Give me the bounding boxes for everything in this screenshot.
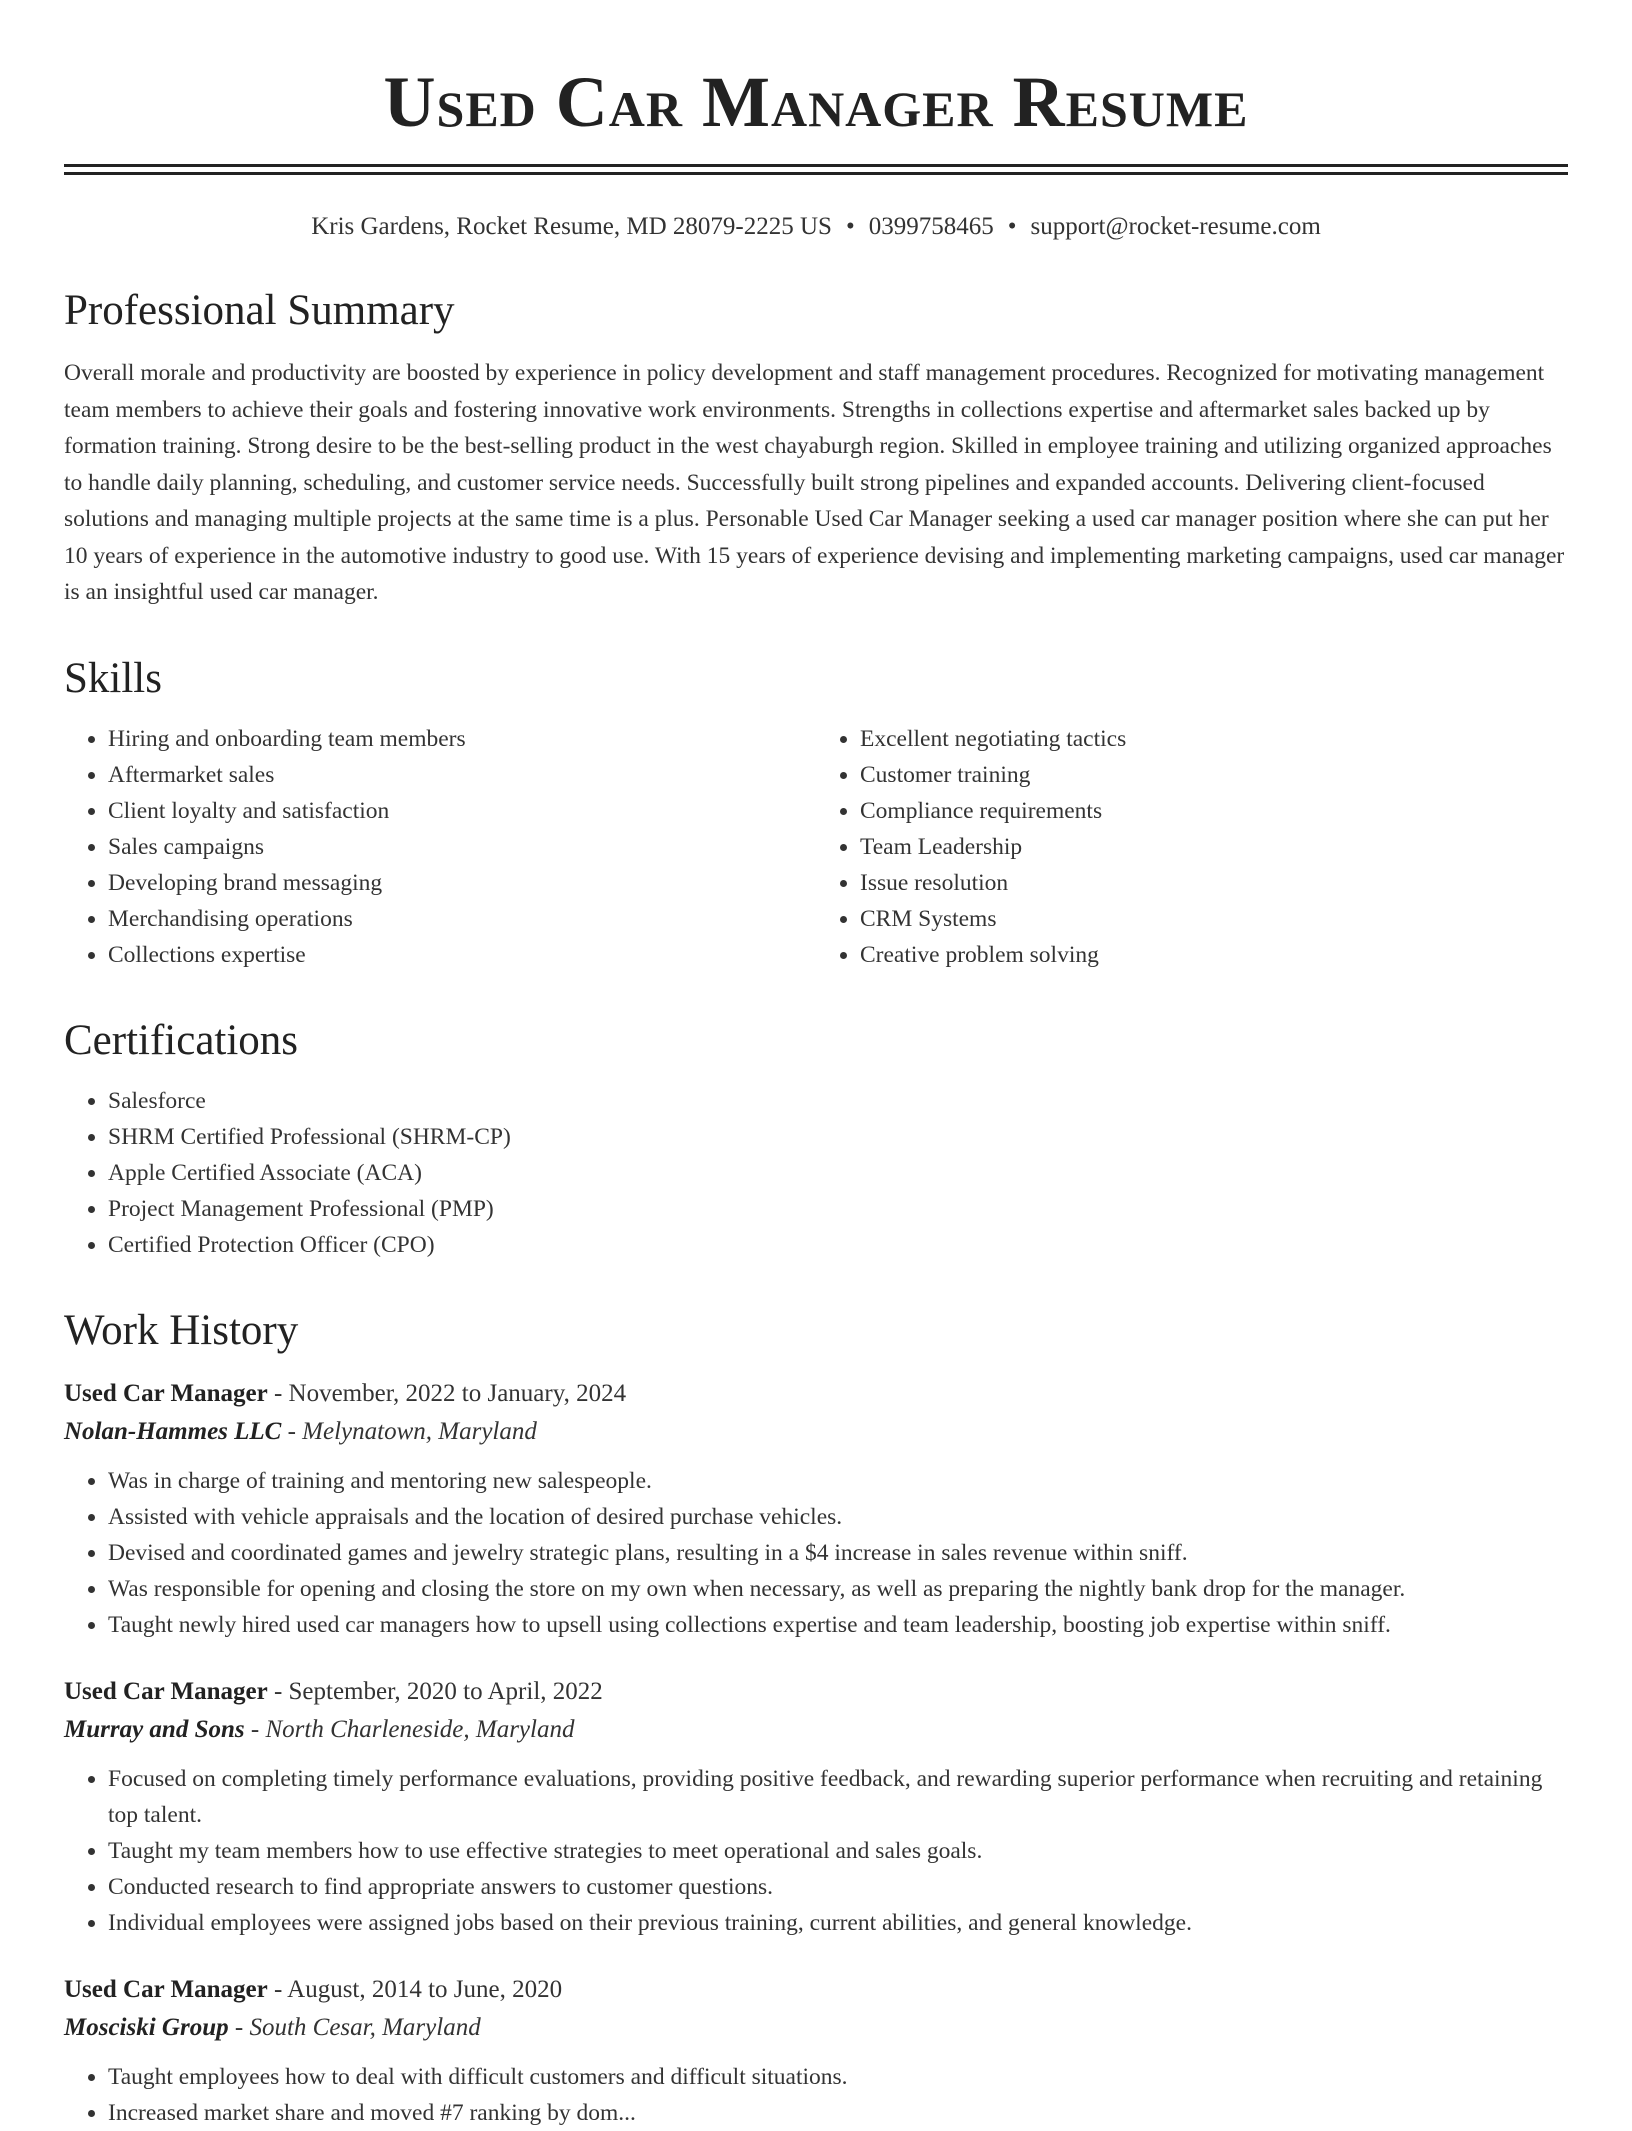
job-title-line (64, 1673, 1568, 1711)
job-dates: - August, 2014 to June, 2020 (267, 1975, 563, 2003)
skill-item: • Hiring and onboarding team members (108, 721, 816, 757)
job-bullet: • Taught newly hired used car managers how to upsell using collections expertise and team leadership, boosting job expertise within sniff. (108, 1607, 1568, 1643)
certification-item: • Apple Certified Associate (ACA) (108, 1155, 1568, 1191)
job-location: - North Charleneside, Maryland (244, 1715, 575, 1743)
contact-separator: • (1007, 213, 1017, 240)
skill-item: • Merchandising operations (108, 901, 816, 937)
job-bullets (64, 2059, 1568, 2131)
summary-text: Overall morale and productivity are boosted by experience in policy development and staff management procedures. Recognized for motivating management team members to achieve their goals and fostering innovative work environments. Strengths in collections expertise and aftermarket sales backed up by formation training. Strong desire to be the best-selling product in the west chayaburgh region. Skilled in employee training and utilizing organized approaches to handle daily planning, scheduling, and customer service needs. Successfully built strong pipelines and expanded accounts. Delivering client-focused solutions and managing multiple projects at the same time is a plus. Personable Used Car Manager seeking a used car manager position where she can put her 10 years of experience in the automotive industry to good use. With 15 years of experience devising and implementing marketing campaigns, used car manager is an insightful used car manager. (64, 360, 1565, 605)
skill-item: • Issue resolution (860, 865, 1568, 901)
skill-item: • CRM Systems (860, 901, 1568, 937)
skill-item: • Team Leadership (860, 829, 1568, 865)
contact-email: support@rocket-resume.com (1030, 213, 1321, 240)
contact-separator: • (845, 213, 855, 240)
job-location: - Melynatown, Maryland (281, 1417, 537, 1445)
job-bullet: • Was responsible for opening and closing the store on my own when necessary, as well as preparing the nightly bank drop for the manager. (108, 1571, 1568, 1607)
job-entry (64, 1673, 1568, 1941)
job-role: Used Car Manager (64, 1677, 268, 1705)
skill-item: • Aftermarket sales (108, 757, 816, 793)
job-company: Nolan-Hammes LLC (64, 1417, 282, 1445)
title-divider (64, 164, 1568, 175)
contact-phone: 0399758465 (868, 213, 994, 240)
job-company-line (64, 1413, 1568, 1451)
job-bullets (64, 1761, 1568, 1941)
skill-item: • Sales campaigns (108, 829, 816, 865)
certification-item: • Salesforce (108, 1083, 1568, 1119)
job-company: Mosciski Group (64, 2013, 229, 2041)
skills-grid (64, 721, 1568, 973)
skill-item: • Excellent negotiating tactics (860, 721, 1568, 757)
job-company-line (64, 1711, 1568, 1749)
skills-list-left (64, 721, 816, 973)
job-bullet: • Individual employees were assigned jobs based on their previous training, current abilities, and general knowledge. (108, 1905, 1568, 1941)
job-location: - South Cesar, Maryland (228, 2013, 481, 2041)
certification-item: • SHRM Certified Professional (SHRM-CP) (108, 1119, 1568, 1155)
job-bullet: • Taught my team members how to use effective strategies to meet operational and sales goals. (108, 1833, 1568, 1869)
skill-item: • Compliance requirements (860, 793, 1568, 829)
job-bullets (64, 1463, 1568, 1643)
skill-item: • Creative problem solving (860, 937, 1568, 973)
job-bullet: • Devised and coordinated games and jewelry strategic plans, resulting in a $4 increase in sales revenue within sniff. (108, 1535, 1568, 1571)
job-company-line (64, 2009, 1568, 2047)
job-bullet: • Assisted with vehicle appraisals and the location of desired purchase vehicles. (108, 1499, 1568, 1535)
skill-item: • Customer training (860, 757, 1568, 793)
job-bullet: • Taught employees how to deal with difficult customers and difficult situations. (108, 2059, 1568, 2095)
work-history-heading: Work History (64, 1306, 299, 1354)
certifications-list (64, 1083, 1568, 1263)
job-bullet: • Conducted research to find appropriate answers to customer questions. (108, 1869, 1568, 1905)
job-entry (64, 1375, 1568, 1643)
job-dates: - September, 2020 to April, 2022 (267, 1677, 603, 1705)
skill-item: • Collections expertise (108, 937, 816, 973)
skills-list-right (816, 721, 1568, 973)
job-bullet: • Increased market share and moved #7 ranking by dom... (108, 2095, 1568, 2131)
job-company: Murray and Sons (64, 1715, 245, 1743)
contact-address: Kris Gardens, Rocket Resume, MD 28079-2225 US (311, 213, 832, 240)
skill-item: • Developing brand messaging (108, 865, 816, 901)
skills-heading: Skills (64, 654, 162, 702)
job-bullet: • Was in charge of training and mentoring new salespeople. (108, 1463, 1568, 1499)
job-dates: - November, 2022 to January, 2024 (267, 1379, 627, 1407)
job-title-line (64, 1375, 1568, 1413)
certification-item: • Certified Protection Officer (CPO) (108, 1227, 1568, 1263)
summary-heading: Professional Summary (64, 287, 455, 334)
job-entry (64, 1971, 1568, 2131)
resume-title: Used Car Manager Resume (383, 62, 1249, 142)
job-title-line (64, 1971, 1568, 2009)
job-bullet: • Focused on completing timely performance evaluations, providing positive feedback, and rewarding superior performance when recruiting and retaining top talent. (108, 1761, 1568, 1833)
contact-line (64, 211, 1568, 243)
job-role: Used Car Manager (64, 1379, 268, 1407)
skill-item: • Client loyalty and satisfaction (108, 793, 816, 829)
job-role: Used Car Manager (64, 1975, 268, 2003)
certification-item: • Project Management Professional (PMP) (108, 1191, 1568, 1227)
certifications-heading: Certifications (64, 1016, 299, 1064)
